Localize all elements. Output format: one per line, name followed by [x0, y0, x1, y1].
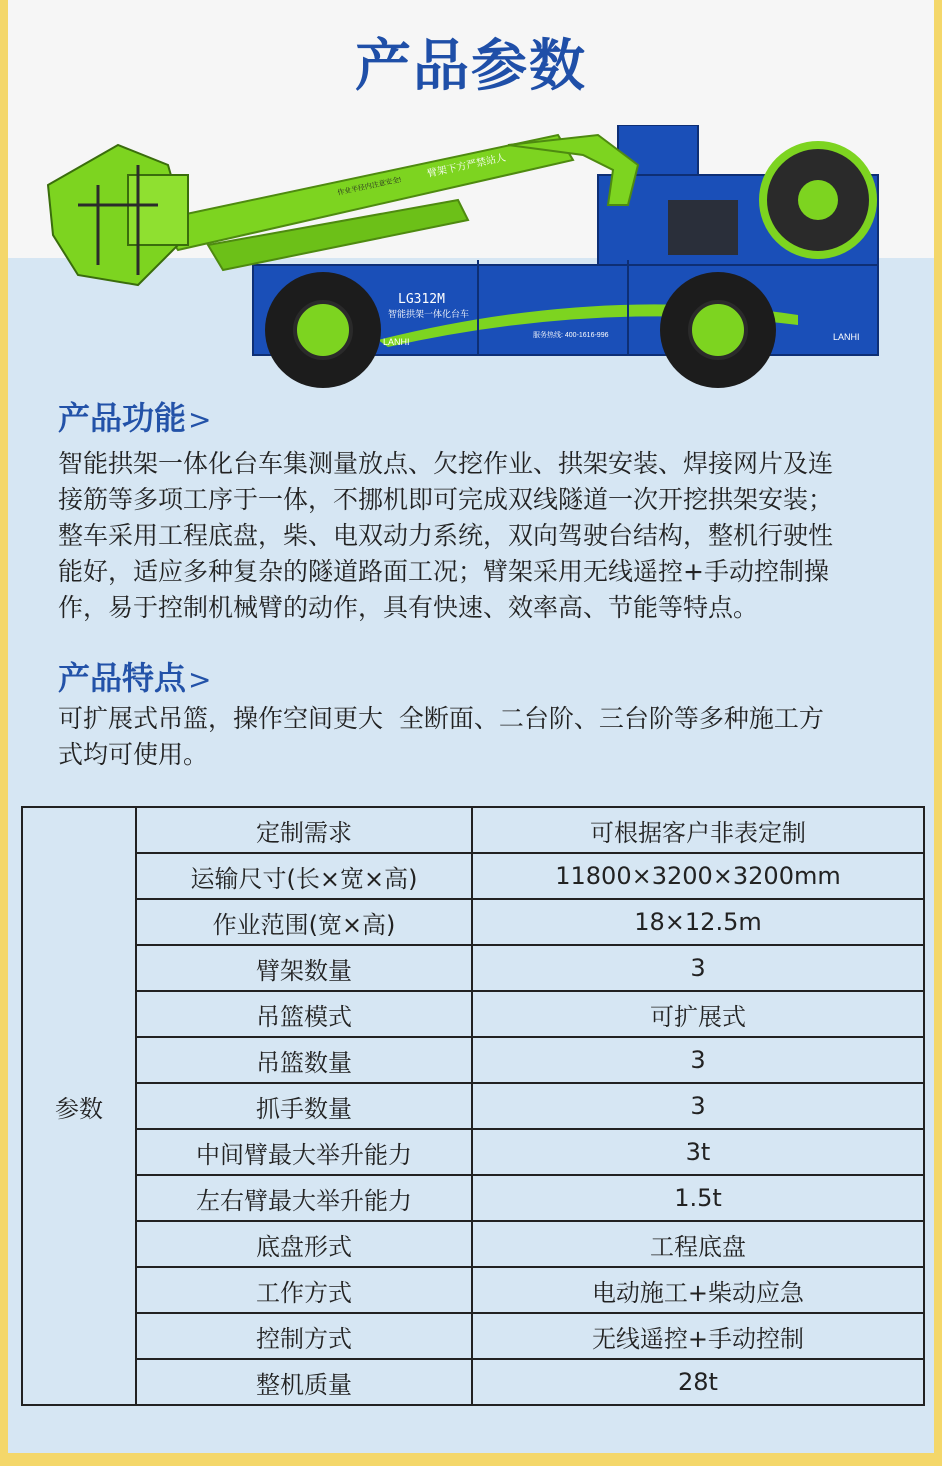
functions-line: 作，易于控制机械臂的动作，具有快速、效率高、节能等特点。 [58, 593, 759, 622]
params-key-cell: 工作方式 [136, 1267, 472, 1313]
params-row [22, 853, 924, 899]
params-group-label: 参数 [22, 807, 136, 1405]
params-value-cell: 电动施工+柴动应急 [472, 1267, 924, 1313]
features-line: 式均可使用。 [58, 740, 209, 769]
params-key-cell: 定制需求 [136, 807, 472, 853]
boom-notice-label: 作业半径内注意安全! [336, 176, 402, 197]
machine-brand-label-rear: LANHI [833, 332, 860, 342]
params-value-cell: 无线遥控+手动控制 [472, 1313, 924, 1359]
machine-model-label: LG312M [398, 292, 445, 307]
params-value-cell: 可根据客户非表定制 [472, 807, 924, 853]
params-row [22, 807, 924, 853]
functions-line: 智能拱架一体化台车集测量放点、欠挖作业、拱架安装、焊接网片及连 [58, 449, 834, 478]
params-key-cell: 吊篮模式 [136, 991, 472, 1037]
machine-radiator-grille [668, 200, 738, 255]
params-row [22, 1313, 924, 1359]
params-value-cell: 11800×3200×3200mm [472, 853, 924, 899]
params-key-cell: 底盘形式 [136, 1221, 472, 1267]
params-value-cell: 3 [472, 945, 924, 991]
params-row [22, 1267, 924, 1313]
functions-heading [58, 393, 211, 439]
hose-reel-hub [798, 180, 838, 220]
params-row [22, 1359, 924, 1405]
params-key-cell: 整机质量 [136, 1359, 472, 1405]
functions-line: 整车采用工程底盘，柴、电双动力系统，双向驾驶台结构，整机行驶性 [58, 521, 834, 550]
machine-brand-label: LANHI [383, 337, 410, 347]
features-heading-text: 产品特点 [58, 659, 187, 697]
params-value-cell: 1.5t [472, 1175, 924, 1221]
machine-hotline-label: 服务热线: 400-1616-996 [533, 332, 609, 339]
params-value-cell: 工程底盘 [472, 1221, 924, 1267]
params-value-cell: 3t [472, 1129, 924, 1175]
machine-subtitle-label: 智能拱架一体化台车 [388, 309, 470, 319]
params-key-cell: 作业范围(宽×高) [136, 899, 472, 945]
functions-paragraph [58, 446, 898, 626]
params-value-cell: 3 [472, 1037, 924, 1083]
params-row [22, 899, 924, 945]
params-row [22, 1083, 924, 1129]
machine-illustration [38, 125, 908, 395]
params-key-cell: 左右臂最大举升能力 [136, 1175, 472, 1221]
params-key-cell: 运输尺寸(长×宽×高) [136, 853, 472, 899]
params-row [22, 945, 924, 991]
functions-heading-text: 产品功能 [58, 399, 187, 437]
product-page [8, 0, 934, 1453]
params-key-cell: 吊篮数量 [136, 1037, 472, 1083]
params-key-cell: 臂架数量 [136, 945, 472, 991]
functions-heading-arrow: > [188, 403, 212, 436]
params-key-cell: 控制方式 [136, 1313, 472, 1359]
params-value-cell: 28t [472, 1359, 924, 1405]
functions-line: 能好，适应多种复杂的隧道路面工况；臂架采用无线遥控+手动控制操 [58, 557, 829, 586]
features-line: 可扩展式吊篮，操作空间更大 全断面、二台阶、三台阶等多种施工方 [58, 704, 824, 733]
params-value-cell: 可扩展式 [472, 991, 924, 1037]
features-paragraph [58, 701, 898, 773]
params-row [22, 1221, 924, 1267]
features-heading-arrow: > [188, 663, 212, 696]
params-row [22, 991, 924, 1037]
boom-warning-label: 臂架下方严禁站人 [426, 152, 507, 180]
params-row [22, 1037, 924, 1083]
features-heading [58, 653, 211, 699]
params-row [22, 1175, 924, 1221]
page-title: 产品参数 [355, 34, 587, 99]
params-row [22, 1129, 924, 1175]
params-key-cell: 抓手数量 [136, 1083, 472, 1129]
params-value-cell: 3 [472, 1083, 924, 1129]
params-table [21, 806, 925, 1406]
functions-line: 接筋等多项工序于一体，不挪机即可完成双线隧道一次开挖拱架安装； [58, 485, 834, 514]
params-key-cell: 中间臂最大举升能力 [136, 1129, 472, 1175]
params-value-cell: 18×12.5m [472, 899, 924, 945]
